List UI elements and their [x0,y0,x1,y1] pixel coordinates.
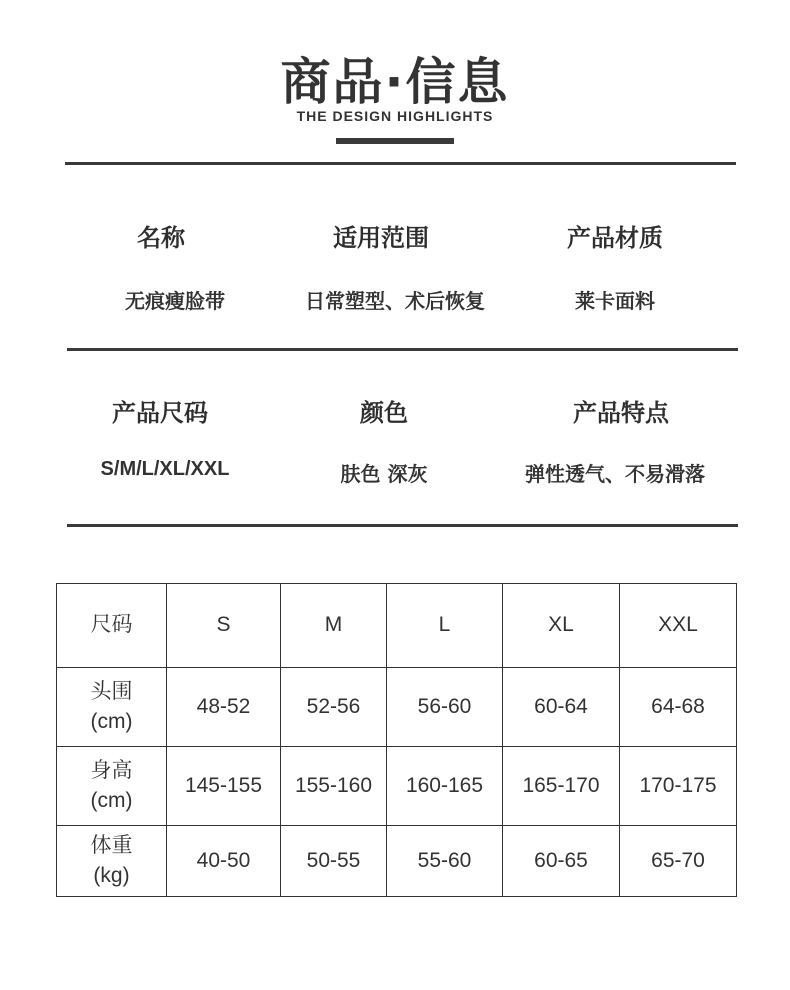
table-cell: 48-52 [167,668,281,747]
size-table [56,583,737,897]
table-cell: 64-68 [620,668,737,747]
table-header-cell: L [387,584,503,668]
info-usage-value: 日常塑型、术后恢复 [305,289,485,313]
table-cell: 56-60 [387,668,503,747]
table-cell: 40-50 [167,826,281,897]
table-header-cell: XXL [620,584,737,668]
row-label-text: 体重 [90,833,133,857]
row-label-text: 头围 [90,679,133,703]
table-cell: 160-165 [387,747,503,826]
table-cell: 55-60 [387,826,503,897]
info-size-value: S/M/L/XL/XXL [100,458,230,480]
info-feature-label: 产品特点 [573,399,669,427]
table-cell: 50-55 [281,826,387,897]
table-header-row [57,584,737,668]
page-subtitle: THE DESIGN HIGHLIGHTS [296,108,494,124]
info-name-label: 名称 [137,224,185,252]
info-color-value: 肤色 深灰 [340,462,428,486]
table-header-cell: M [281,584,387,668]
info-color-label: 颜色 [360,399,408,427]
info-material-value: 莱卡面料 [575,289,655,313]
title-underline-bar [336,138,454,144]
row-label-text: 身高 [90,758,133,782]
table-cell: 52-56 [281,668,387,747]
table-cell: 170-175 [620,747,737,826]
table-row-label [57,747,167,826]
table-header-cell: XL [503,584,620,668]
info-name-value: 无痕瘦脸带 [125,289,225,313]
table-cell: 165-170 [503,747,620,826]
row-label-unit: (cm) [90,710,133,733]
divider-bottom [67,524,738,527]
table-row-weight [57,826,737,897]
info-usage-label: 适用范围 [333,224,429,252]
info-size-label: 产品尺码 [112,399,208,427]
table-cell: 65-70 [620,826,737,897]
row-label-unit: (kg) [93,864,130,887]
table-row-height [57,747,737,826]
table-row-label [57,826,167,897]
table-header-cell: 尺码 [57,584,167,668]
table-row-label [57,668,167,747]
page-title: 商品·信息 [280,53,510,111]
table-cell: 60-65 [503,826,620,897]
table-cell: 60-64 [503,668,620,747]
table-header-cell: S [167,584,281,668]
row-label-unit: (cm) [90,789,133,812]
info-feature-value: 弹性透气、不易滑落 [525,462,705,486]
divider-top [65,162,736,165]
table-row-head-circumference [57,668,737,747]
info-material-label: 产品材质 [567,224,663,252]
table-cell: 155-160 [281,747,387,826]
table-cell: 145-155 [167,747,281,826]
divider-middle [67,348,738,351]
